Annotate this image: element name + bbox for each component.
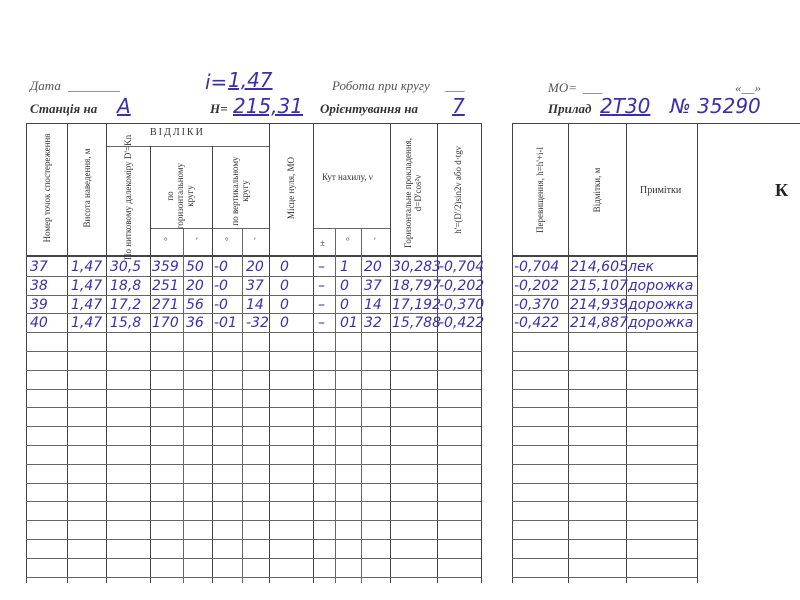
vline-3 xyxy=(150,146,151,583)
cell-tm: 14 xyxy=(364,297,382,313)
header-bottom-border-left xyxy=(26,255,481,257)
cell-hp: -0,202 xyxy=(439,278,485,294)
cell-pt: 37 xyxy=(30,259,48,275)
cell-mo: 0 xyxy=(280,297,289,313)
col-elevation-diff: Перевищення, h=h'+i-l xyxy=(535,146,545,234)
row-rule xyxy=(26,276,481,277)
cell-vm: 20 xyxy=(246,259,264,275)
cell-hm: 20 xyxy=(186,278,204,294)
row-rule xyxy=(512,520,697,521)
row-rule xyxy=(26,407,481,408)
row-rule xyxy=(512,389,697,390)
row-rule xyxy=(26,520,481,521)
row-rule xyxy=(512,295,697,296)
header-bottom-border-right xyxy=(512,255,697,257)
mo-label: МО= xyxy=(548,80,577,95)
cell-hd: 170 xyxy=(152,315,179,331)
cell-d: 15,8 xyxy=(110,315,142,331)
cell-d: 17,2 xyxy=(110,297,142,313)
cell-dist: 18,797 xyxy=(392,278,441,294)
vline-16 xyxy=(626,123,627,583)
work-label: Робота при кругу xyxy=(332,78,430,93)
row-rule xyxy=(512,577,697,578)
col-zero-place: Місце нуля, МО xyxy=(286,156,296,220)
col-tilt-deg: ° xyxy=(346,236,350,246)
cell-vm: 14 xyxy=(246,297,264,313)
row-rule xyxy=(512,313,697,314)
station-label: Станція на xyxy=(30,101,98,116)
cell-h: -0,704 xyxy=(514,259,560,275)
vline-4 xyxy=(183,228,184,583)
col-tilt-sign: ± xyxy=(320,238,325,248)
vline-8 xyxy=(313,123,314,583)
cell-sg: – xyxy=(318,278,325,294)
vline-6 xyxy=(242,228,243,583)
row-rule xyxy=(512,501,697,502)
degmin-subline-b xyxy=(313,228,390,229)
cell-pt: 39 xyxy=(30,297,48,313)
cell-d: 30,5 xyxy=(110,259,142,275)
cell-hm: 50 xyxy=(186,259,204,275)
row-rule xyxy=(512,370,697,371)
col-tilt-min: ' xyxy=(374,236,376,246)
row-rule xyxy=(512,539,697,540)
cell-dist: 30,283 xyxy=(392,259,441,275)
row-rule xyxy=(512,407,697,408)
cell-hd: 359 xyxy=(152,259,179,275)
row-rule xyxy=(512,483,697,484)
col-notes: Примітки xyxy=(640,185,682,196)
cell-hd: 251 xyxy=(152,278,179,294)
row-rule xyxy=(26,445,481,446)
row-rule xyxy=(26,558,481,559)
cell-hp: -0,370 xyxy=(439,297,485,313)
row-rule xyxy=(512,445,697,446)
cell-mark: 214,887 xyxy=(570,315,628,331)
col-v-deg: ° xyxy=(225,236,229,246)
instrument-value: 2Т30 xyxy=(600,94,651,118)
cell-sg: – xyxy=(318,297,325,313)
table-top-border-left xyxy=(26,123,481,124)
cell-note: дорожка xyxy=(628,297,694,313)
col-rangefinder: По нитковому далекоміру D'=Kn xyxy=(123,134,133,260)
cell-hm: 36 xyxy=(186,315,204,331)
cell-d: 18,8 xyxy=(110,278,142,294)
orient-label: Орієнтування на xyxy=(320,101,418,116)
h-value: 215,31 xyxy=(233,94,303,118)
row-rule xyxy=(26,539,481,540)
col-h-min: ' xyxy=(196,236,198,246)
row-rule xyxy=(26,501,481,502)
cell-vm: -32 xyxy=(246,315,269,331)
serial-value: № 35290 xyxy=(670,94,761,118)
row-rule xyxy=(512,558,697,559)
col-vertical: по вертикальному кругу xyxy=(230,156,250,226)
cell-vd: -01 xyxy=(214,315,237,331)
col-horiz-distance: Горизонтальне прокладення, d=D'cos²ν xyxy=(403,137,423,249)
col-horizontal: по горизонтальному кругу xyxy=(165,162,195,230)
row-rule xyxy=(26,370,481,371)
row-rule xyxy=(26,464,481,465)
cell-td: 0 xyxy=(340,297,349,313)
cell-tm: 32 xyxy=(364,315,382,331)
cell-hm: 56 xyxy=(186,297,204,313)
col-v-min: ' xyxy=(254,236,256,246)
row-rule xyxy=(26,313,481,314)
row-rule xyxy=(26,332,481,333)
cell-vd: -0 xyxy=(214,297,228,313)
date-blank: ________ xyxy=(68,78,120,93)
vline-13 xyxy=(481,123,482,583)
cell-mark: 214,939 xyxy=(570,297,628,313)
cell-ht: 1,47 xyxy=(71,278,103,294)
row-rule xyxy=(512,351,697,352)
cell-vd: -0 xyxy=(214,259,228,275)
cell-h: -0,370 xyxy=(514,297,560,313)
row-rule xyxy=(26,577,481,578)
vline-7 xyxy=(269,123,270,583)
row-rule xyxy=(26,483,481,484)
cell-tm: 37 xyxy=(364,278,382,294)
cell-td: 1 xyxy=(340,259,349,275)
vline-2 xyxy=(106,123,107,583)
cell-mo: 0 xyxy=(280,278,289,294)
row-rule xyxy=(26,351,481,352)
cell-td: 0 xyxy=(340,278,349,294)
i-label: i= xyxy=(205,70,228,94)
work-blank: ___ xyxy=(445,78,465,93)
vline-9 xyxy=(335,228,336,583)
vline-10 xyxy=(361,228,362,583)
cell-pt: 40 xyxy=(30,315,48,331)
mo-blank: ___ xyxy=(583,80,603,95)
col-readings-group: ВІДЛІКИ xyxy=(150,127,205,138)
station-value: А xyxy=(117,94,131,118)
orient-value: 7 xyxy=(452,94,465,118)
vline-5 xyxy=(212,146,213,583)
vline-1 xyxy=(67,123,68,583)
instrument-label: Прилад xyxy=(548,101,592,116)
col-sight-height: Висота наведення, м xyxy=(82,148,92,228)
row-rule xyxy=(512,464,697,465)
cell-mo: 0 xyxy=(280,315,289,331)
cell-mo: 0 xyxy=(280,259,289,275)
vline-11 xyxy=(390,123,391,583)
vline-15 xyxy=(568,123,569,583)
cell-hd: 271 xyxy=(152,297,179,313)
col-h-deg: ° xyxy=(164,236,168,246)
cell-dist: 15,788 xyxy=(392,315,441,331)
h-label: Н= xyxy=(210,101,228,116)
cell-h: -0,202 xyxy=(514,278,560,294)
cell-mark: 214,605 xyxy=(570,259,628,275)
cell-mark: 215,107 xyxy=(570,278,628,294)
cell-ht: 1,47 xyxy=(71,297,103,313)
col-right-edge: К xyxy=(775,180,789,200)
cell-td: 01 xyxy=(340,315,358,331)
col-point-no: Номер точок спостереження xyxy=(42,133,52,243)
quote-blank: «__» xyxy=(735,80,761,95)
cell-dist: 17,192 xyxy=(392,297,441,313)
row-rule xyxy=(512,332,697,333)
cell-sg: – xyxy=(318,259,325,275)
col-tilt-angle: Кут нахилу, ν xyxy=(322,172,373,182)
row-rule xyxy=(26,426,481,427)
cell-pt: 38 xyxy=(30,278,48,294)
cell-vd: -0 xyxy=(214,278,228,294)
row-rule xyxy=(26,295,481,296)
cell-sg: – xyxy=(318,315,325,331)
cell-ht: 1,47 xyxy=(71,259,103,275)
row-rule xyxy=(26,389,481,390)
cell-hp: -0,704 xyxy=(439,259,485,275)
cell-h: -0,422 xyxy=(514,315,560,331)
cell-note: лек xyxy=(628,259,655,275)
cell-ht: 1,47 xyxy=(71,315,103,331)
vline-0 xyxy=(26,123,27,583)
vline-17 xyxy=(697,123,698,583)
col-marks: Відмітки, м xyxy=(592,167,602,213)
cell-note: дорожка xyxy=(628,315,694,331)
date-label: Дата xyxy=(30,78,61,93)
row-rule xyxy=(512,276,697,277)
cell-vm: 37 xyxy=(246,278,264,294)
vline-12 xyxy=(437,123,438,583)
cell-tm: 20 xyxy=(364,259,382,275)
row-rule xyxy=(512,426,697,427)
cell-note: дорожка xyxy=(628,278,694,294)
i-value: 1,47 xyxy=(228,68,273,92)
col-h-prime: h'=(D'/2)sin2ν або d·tgν xyxy=(453,146,463,234)
table-top-border-right xyxy=(512,123,800,124)
vline-14 xyxy=(512,123,513,583)
cell-hp: -0,422 xyxy=(439,315,485,331)
